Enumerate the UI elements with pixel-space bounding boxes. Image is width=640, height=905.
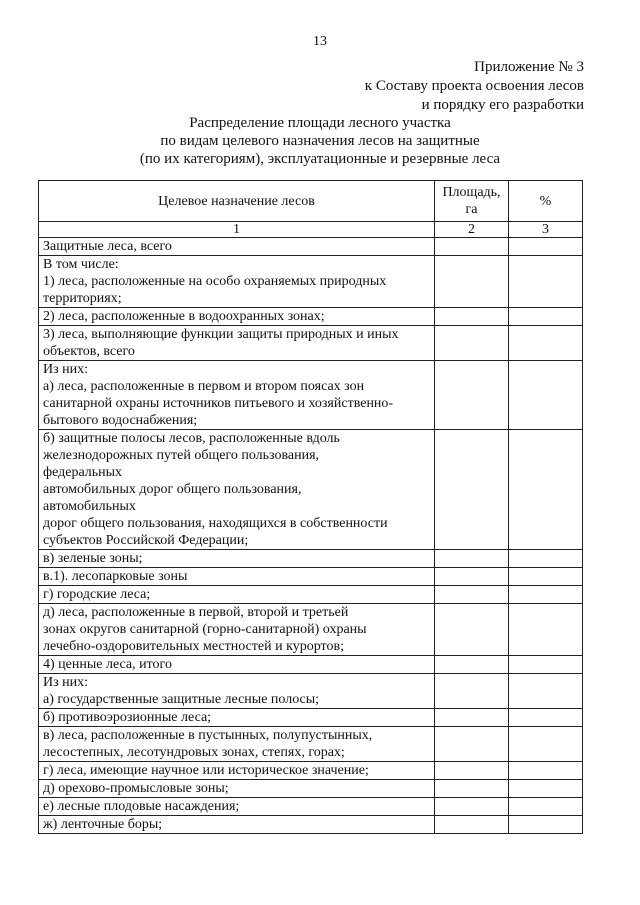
- area-cell: [435, 762, 509, 780]
- purpose-text-line: б) защитные полосы лесов, расположенные вдоль: [43, 431, 340, 446]
- area-cell: [435, 256, 509, 308]
- appendix-line-1: Приложение № 3: [474, 59, 584, 75]
- purpose-text-line: железнодорожных путей общего пользования,: [43, 448, 320, 463]
- appendix-line-3: и порядку его разработки: [421, 97, 584, 113]
- header-area: [435, 181, 509, 222]
- purpose-cell: [39, 709, 435, 727]
- purpose-text-line: автомобильных дорог общего пользования,: [43, 482, 302, 497]
- purpose-text-line: д) орехово-промысловые зоны;: [43, 781, 229, 796]
- purpose-cell: [39, 361, 435, 430]
- purpose-cell: [39, 674, 435, 709]
- area-cell: [435, 308, 509, 326]
- table-row: [39, 430, 583, 550]
- percent-cell: [509, 727, 583, 762]
- percent-cell: [509, 550, 583, 568]
- purpose-text-line: в) леса, расположенные в пустынных, полупустынных,: [43, 728, 373, 743]
- header-purpose: Целевое назначение лесов: [39, 181, 435, 222]
- area-cell: [435, 361, 509, 430]
- percent-cell: [509, 780, 583, 798]
- column-number-3: 3: [509, 222, 583, 238]
- purpose-cell: [39, 586, 435, 604]
- purpose-text-line: субъектов Российской Федерации;: [43, 533, 249, 548]
- table-row: [39, 361, 583, 430]
- table-row: [39, 709, 583, 727]
- purpose-cell: [39, 326, 435, 361]
- purpose-cell: [39, 798, 435, 816]
- area-cell: [435, 568, 509, 586]
- title-line-3: (по их категориям), эксплуатационные и резервные леса: [139, 151, 501, 167]
- purpose-text-line: г) леса, имеющие научное или историческое значение;: [43, 763, 369, 778]
- purpose-text-line: в) зеленые зоны;: [43, 551, 143, 566]
- purpose-cell: [39, 656, 435, 674]
- percent-cell: [509, 798, 583, 816]
- purpose-cell: [39, 816, 435, 834]
- percent-cell: [509, 361, 583, 430]
- area-cell: [435, 674, 509, 709]
- percent-cell: [509, 568, 583, 586]
- title-line-2: по видам целевого назначения лесов на защитные: [160, 133, 480, 149]
- purpose-text-line: объектов, всего: [43, 344, 135, 359]
- percent-cell: [509, 816, 583, 834]
- purpose-text-line: автомобильных: [43, 499, 136, 514]
- percent-cell: [509, 326, 583, 361]
- purpose-text-line: б) противоэрозионные леса;: [43, 710, 212, 725]
- purpose-text-line: а) государственные защитные лесные полосы;: [43, 692, 320, 707]
- area-cell: [435, 798, 509, 816]
- table-row: [39, 656, 583, 674]
- table-row: [39, 568, 583, 586]
- area-cell: [435, 780, 509, 798]
- purpose-text-line: 3) леса, выполняющие функции защиты природных и иных: [43, 327, 399, 342]
- percent-cell: [509, 430, 583, 550]
- purpose-text-line: а) леса, расположенные в первом и втором поясах зон: [43, 379, 365, 394]
- purpose-text-line: е) лесные плодовые насаждения;: [43, 799, 240, 814]
- page-number: 13: [313, 34, 327, 49]
- area-cell: [435, 816, 509, 834]
- purpose-text-line: зонах округов санитарной (горно-санитарной) охраны: [43, 622, 367, 637]
- table-row: [39, 326, 583, 361]
- area-cell: [435, 709, 509, 727]
- appendix-line-2: к Составу проекта освоения лесов: [364, 78, 584, 94]
- area-cell: [435, 727, 509, 762]
- table-row: [39, 674, 583, 709]
- purpose-text-line: лечебно-оздоровительных местностей и курортов;: [43, 639, 344, 654]
- table-row: [39, 550, 583, 568]
- purpose-cell: [39, 780, 435, 798]
- purpose-text-line: территориях;: [43, 291, 122, 306]
- table-row: [39, 308, 583, 326]
- column-number-row: [39, 222, 583, 238]
- percent-cell: [509, 762, 583, 780]
- purpose-text-line: Из них:: [43, 675, 89, 690]
- document-title: [0, 114, 640, 168]
- table-row: [39, 604, 583, 656]
- percent-cell: [509, 586, 583, 604]
- purpose-text-line: в.1). лесопарковые зоны: [43, 569, 188, 584]
- purpose-text-line: Из них:: [43, 362, 89, 377]
- table-row: [39, 762, 583, 780]
- purpose-text-line: лесостепных, лесотундровых зонах, степях, горах;: [43, 745, 345, 760]
- area-cell: [435, 656, 509, 674]
- area-cell: [435, 604, 509, 656]
- forest-distribution-table: [38, 180, 583, 834]
- header-area-line-1: Площадь,: [442, 185, 501, 200]
- purpose-text-line: федеральных: [43, 465, 123, 480]
- area-cell: [435, 586, 509, 604]
- area-cell: [435, 326, 509, 361]
- purpose-cell: [39, 256, 435, 308]
- table-row: [39, 798, 583, 816]
- purpose-text-line: д) леса, расположенные в первой, второй и третьей: [43, 605, 349, 620]
- purpose-text-line: 2) леса, расположенные в водоохранных зонах;: [43, 309, 325, 324]
- area-cell: [435, 238, 509, 256]
- purpose-cell: [39, 727, 435, 762]
- purpose-text-line: санитарной охраны источников питьевого и хозяйственно-: [43, 396, 394, 411]
- table-row: [39, 816, 583, 834]
- purpose-cell: [39, 604, 435, 656]
- purpose-text-line: 1) леса, расположенные на особо охраняемых природных: [43, 274, 387, 289]
- purpose-text-line: дорог общего пользования, находящихся в собственности: [43, 516, 388, 531]
- table-row: [39, 727, 583, 762]
- purpose-cell: [39, 308, 435, 326]
- table-row: [39, 238, 583, 256]
- purpose-cell: [39, 550, 435, 568]
- header-percent: %: [509, 181, 583, 222]
- column-number-2: 2: [435, 222, 509, 238]
- percent-cell: [509, 238, 583, 256]
- purpose-cell: [39, 430, 435, 550]
- appendix-caption: [365, 58, 584, 115]
- area-cell: [435, 550, 509, 568]
- percent-cell: [509, 308, 583, 326]
- purpose-text-line: В том числе:: [43, 257, 119, 272]
- title-line-1: Распределение площади лесного участка: [189, 115, 451, 131]
- purpose-text-line: Защитные леса, всего: [43, 239, 172, 254]
- header-row: [39, 181, 583, 222]
- purpose-text-line: бытового водоснабжения;: [43, 413, 198, 428]
- percent-cell: [509, 656, 583, 674]
- purpose-cell: [39, 238, 435, 256]
- table-row: [39, 256, 583, 308]
- table-row: [39, 586, 583, 604]
- percent-cell: [509, 604, 583, 656]
- purpose-cell: [39, 568, 435, 586]
- header-area-line-2: га: [465, 202, 478, 217]
- table-row: [39, 780, 583, 798]
- percent-cell: [509, 256, 583, 308]
- purpose-cell: [39, 762, 435, 780]
- area-cell: [435, 430, 509, 550]
- purpose-text-line: ж) ленточные боры;: [43, 817, 163, 832]
- percent-cell: [509, 674, 583, 709]
- percent-cell: [509, 709, 583, 727]
- purpose-text-line: г) городские леса;: [43, 587, 151, 602]
- column-number-1: 1: [39, 222, 435, 238]
- purpose-text-line: 4) ценные леса, итого: [43, 657, 172, 672]
